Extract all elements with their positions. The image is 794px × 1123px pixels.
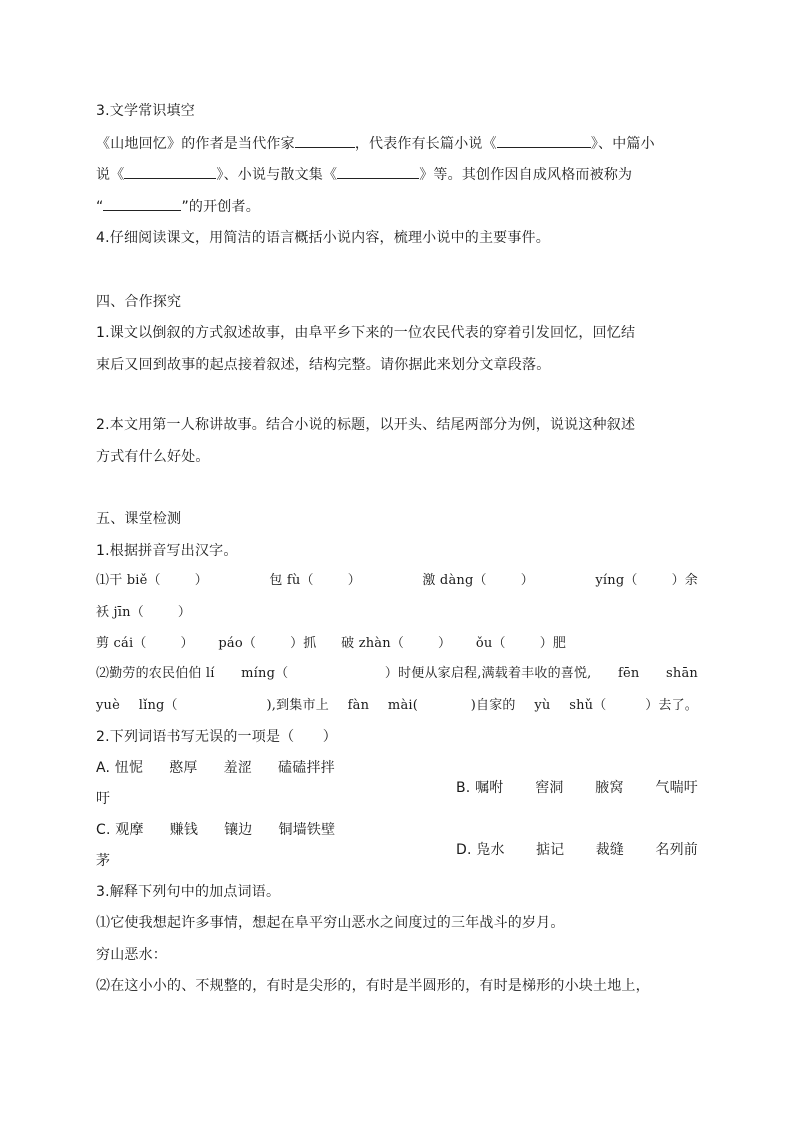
blank-author[interactable] (295, 133, 355, 148)
blank-novella[interactable] (124, 164, 216, 179)
pinyin-row-5: yuè lǐng（ ),到集市上 fàn mài( )自家的 yù shǔ（ ）去了。 (96, 698, 698, 713)
part4-q1-line1: 1.课文以倒叙的方式叙述故事，由阜平乡下来的一位农民代表的穿着引发回忆，回忆结 (96, 325, 636, 341)
option-d[interactable]: D. 凫水 掂记 裁缝 名列前 (456, 842, 698, 858)
lit-q4: 4.仔细阅读课文，用简洁的语言概括小说内容，梳理小说中的主要事件。 (96, 230, 550, 246)
blank-collection[interactable] (337, 164, 419, 179)
option-a[interactable]: A. 忸怩 憨厚 羞涩 磕磕拌拌 (96, 760, 335, 776)
option-d-continuation: 茅 (96, 853, 111, 869)
part5-q2-title: 2.下列词语书写无误的一项是（ ） (96, 729, 337, 745)
lit-line-2: 说《 》、小说与散文集《 》等。其创作因自成风格而被称为 (96, 164, 698, 185)
part5-q3-title: 3.解释下列句中的加点词语。 (96, 884, 281, 900)
part5-q1-title: 1.根据拼音写出汉字。 (96, 543, 238, 559)
q3-sentence-1: ⑴它使我想起许多事情，想起在阜平穷山恶水之间度过的三年战斗的岁月。 (96, 915, 565, 931)
option-b-continuation: 吁 (96, 791, 111, 807)
part4-q2-line1: 2.本文用第一人称讲故事。结合小说的标题，以开头、结尾两部分为例，说说这种叙述 (96, 417, 636, 433)
pinyin-row-3: 剪 cái（ ） páo（ ）抓 破 zhàn（ ） ǒu（ ）肥 (96, 636, 567, 651)
part4-q2-line2: 方式有什么好处。 (96, 449, 210, 465)
blank-school[interactable] (103, 196, 181, 211)
pinyin-row-2: 袄 jīn（ ） (96, 605, 192, 620)
pinyin-row-1: ⑴干 biě（ ） 包 fù（ ） 激 dàng（ ） yíng（ ）余 (96, 573, 698, 588)
q3-term-1: 穷山恶水： (96, 947, 167, 963)
lit-line-1: 《山地回忆》的作者是当代作家 ，代表作有长篇小说《 》、中篇小 (96, 133, 698, 154)
lit-heading: 3.文学常识填空 (96, 103, 195, 119)
part4-heading: 四、合作探究 (96, 294, 182, 310)
part4-q1-line2: 束后又回到故事的起点接着叙述，结构完整。请你据此来划分文章段落。 (96, 357, 551, 373)
blank-novel[interactable] (497, 133, 591, 148)
q2-options-ab (96, 758, 698, 796)
part5-heading: 五、课堂检测 (96, 511, 182, 527)
option-b[interactable]: B. 嘱咐 窖洞 腋窝 气喘吁 (456, 780, 698, 796)
q2-options-cd (96, 820, 698, 858)
q3-sentence-2: ⑵在这小小的、不规整的，有时是尖形的，有时是半圆形的，有时是梯形的小块土地上， (96, 978, 650, 994)
pinyin-row-4: ⑵勤劳的农民伯伯 lí míng（ ）时便从家启程,满载着丰收的喜悦, fēn shān (96, 666, 698, 681)
lit-line-3: “ ”的开创者。 (96, 196, 698, 217)
option-c[interactable]: C. 观摩 赚钱 镶边 铜墙铁壁 (96, 822, 336, 838)
